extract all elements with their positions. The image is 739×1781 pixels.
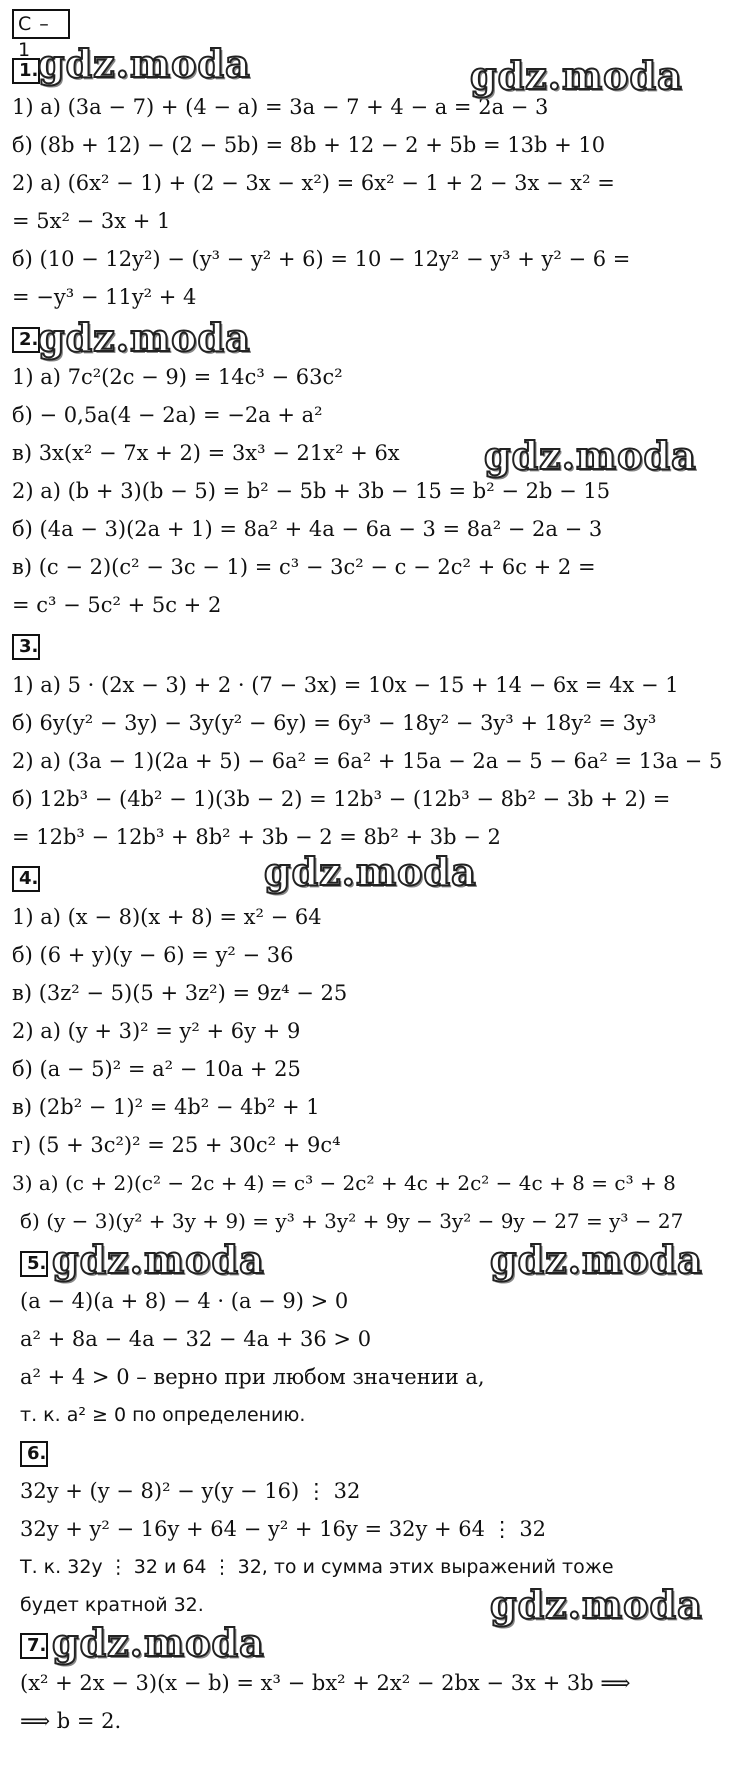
solution-line: 2) а) (y + 3)² = y² + 6y + 9 xyxy=(12,1019,301,1043)
solution-line: 32y + (y − 8)² − y(y − 16) ⋮ 32 xyxy=(20,1479,361,1503)
task-number-4: 4. xyxy=(12,866,40,892)
watermark-logo: gdz.moda xyxy=(52,1237,265,1282)
solution-line: г) (5 + 3c²)² = 25 + 30c² + 9c⁴ xyxy=(12,1133,341,1157)
solution-line: 32y + y² − 16y + 64 − y² + 16y = 32y + 64 ⋮ 32 xyxy=(20,1517,547,1541)
task-number-3: 3. xyxy=(12,634,40,660)
solution-line: 3) а) (c + 2)(c² − 2c + 4) = c³ − 2c² + 4c + 2c² − 4c + 8 = c³ + 8 xyxy=(12,1171,676,1195)
solution-line: a² + 8a − 4a − 32 − 4a + 36 > 0 xyxy=(20,1327,372,1351)
task-number-1: 1. xyxy=(12,58,40,84)
solution-line: б) (4a − 3)(2a + 1) = 8a² + 4a − 6a − 3 = 8a² − 2a − 3 xyxy=(12,517,603,541)
solution-line: б) (y − 3)(y² + 3y + 9) = y³ + 3y² + 9y − 3y² − 9y − 27 = y³ − 27 xyxy=(20,1209,684,1233)
solution-line: = −y³ − 11y² + 4 xyxy=(12,285,197,309)
watermark-logo: gdz.moda xyxy=(484,433,697,478)
watermark-logo: gdz.moda xyxy=(470,53,683,98)
watermark-logo: gdz.moda xyxy=(490,1582,703,1627)
page-title: С – 1 xyxy=(12,9,70,39)
solution-line: = 12b³ − 12b³ + 8b² + 3b − 2 = 8b² + 3b − 2 xyxy=(12,825,501,849)
watermark-logo: gdz.moda xyxy=(52,1620,265,1665)
solution-line: в) (3z² − 5)(5 + 3z²) = 9z⁴ − 25 xyxy=(12,981,348,1005)
watermark-logo: gdz.moda xyxy=(264,849,477,894)
solution-line: будет кратной 32. xyxy=(20,1594,204,1616)
solution-line: (a − 4)(a + 8) − 4 · (a − 9) > 0 xyxy=(20,1289,349,1313)
solution-line: б) 12b³ − (4b² − 1)(3b − 2) = 12b³ − (12b³ − 8b² − 3b + 2) = xyxy=(12,787,671,811)
solution-line: = c³ − 5c² + 5c + 2 xyxy=(12,593,222,617)
solution-line: ⟹ b = 2. xyxy=(20,1709,122,1733)
solution-line: 1) а) 5 · (2x − 3) + 2 · (7 − 3x) = 10x − 15 + 14 − 6x = 4x − 1 xyxy=(12,673,679,697)
solution-line: (x² + 2x − 3)(x − b) = x³ − bx² + 2x² − 2bx − 3x + 3b ⟹ xyxy=(20,1671,631,1695)
solution-line: 2) а) (3a − 1)(2a + 5) − 6a² = 6a² + 15a − 2a − 5 − 6a² = 13a − 5 xyxy=(12,749,723,773)
solution-line: б) (8b + 12) − (2 − 5b) = 8b + 12 − 2 + 5b = 13b + 10 xyxy=(12,133,606,157)
solution-line: Т. к. 32y ⋮ 32 и 64 ⋮ 32, то и сумма этих выражений тоже xyxy=(20,1556,614,1578)
solution-line: б) − 0,5a(4 − 2a) = −2a + a² xyxy=(12,403,323,427)
solution-line: 2) а) (b + 3)(b − 5) = b² − 5b + 3b − 15 = b² − 2b − 15 xyxy=(12,479,611,503)
task-number-2: 2. xyxy=(12,327,40,353)
solution-line: б) (6 + y)(y − 6) = y² − 36 xyxy=(12,943,294,967)
solution-line: в) 3x(x² − 7x + 2) = 3x³ − 21x² + 6x xyxy=(12,441,400,465)
task-number-5: 5. xyxy=(20,1251,48,1277)
solution-line: б) 6y(y² − 3y) − 3y(y² − 6y) = 6y³ − 18y² − 3y³ + 18y² = 3y³ xyxy=(12,711,657,735)
solution-line: б) (a − 5)² = a² − 10a + 25 xyxy=(12,1057,301,1081)
solution-line: 1) а) (x − 8)(x + 8) = x² − 64 xyxy=(12,905,322,929)
solution-line: 1) а) 7c²(2c − 9) = 14c³ − 63c² xyxy=(12,365,343,389)
watermark-logo: gdz.moda xyxy=(490,1237,703,1282)
solution-line: в) (c − 2)(c² − 3c − 1) = c³ − 3c² − c − 2c² + 6c + 2 = xyxy=(12,555,596,579)
watermark-logo: gdz.moda xyxy=(38,315,251,360)
task-number-6: 6. xyxy=(20,1441,48,1467)
solution-line: 1) а) (3a − 7) + (4 − a) = 3a − 7 + 4 − a = 2a − 3 xyxy=(12,95,549,119)
solution-line: = 5x² − 3x + 1 xyxy=(12,209,171,233)
task-number-7: 7. xyxy=(20,1633,48,1659)
watermark-logo: gdz.moda xyxy=(38,41,251,86)
solution-line: б) (10 − 12y²) − (y³ − y² + 6) = 10 − 12y² − y³ + y² − 6 = xyxy=(12,247,631,271)
solution-line: в) (2b² − 1)² = 4b² − 4b² + 1 xyxy=(12,1095,320,1119)
solution-line: т. к. a² ≥ 0 по определению. xyxy=(20,1404,306,1426)
solution-line: a² + 4 > 0 – верно при любом значении a, xyxy=(20,1365,485,1389)
solution-line: 2) а) (6x² − 1) + (2 − 3x − x²) = 6x² − 1 + 2 − 3x − x² = xyxy=(12,171,615,195)
